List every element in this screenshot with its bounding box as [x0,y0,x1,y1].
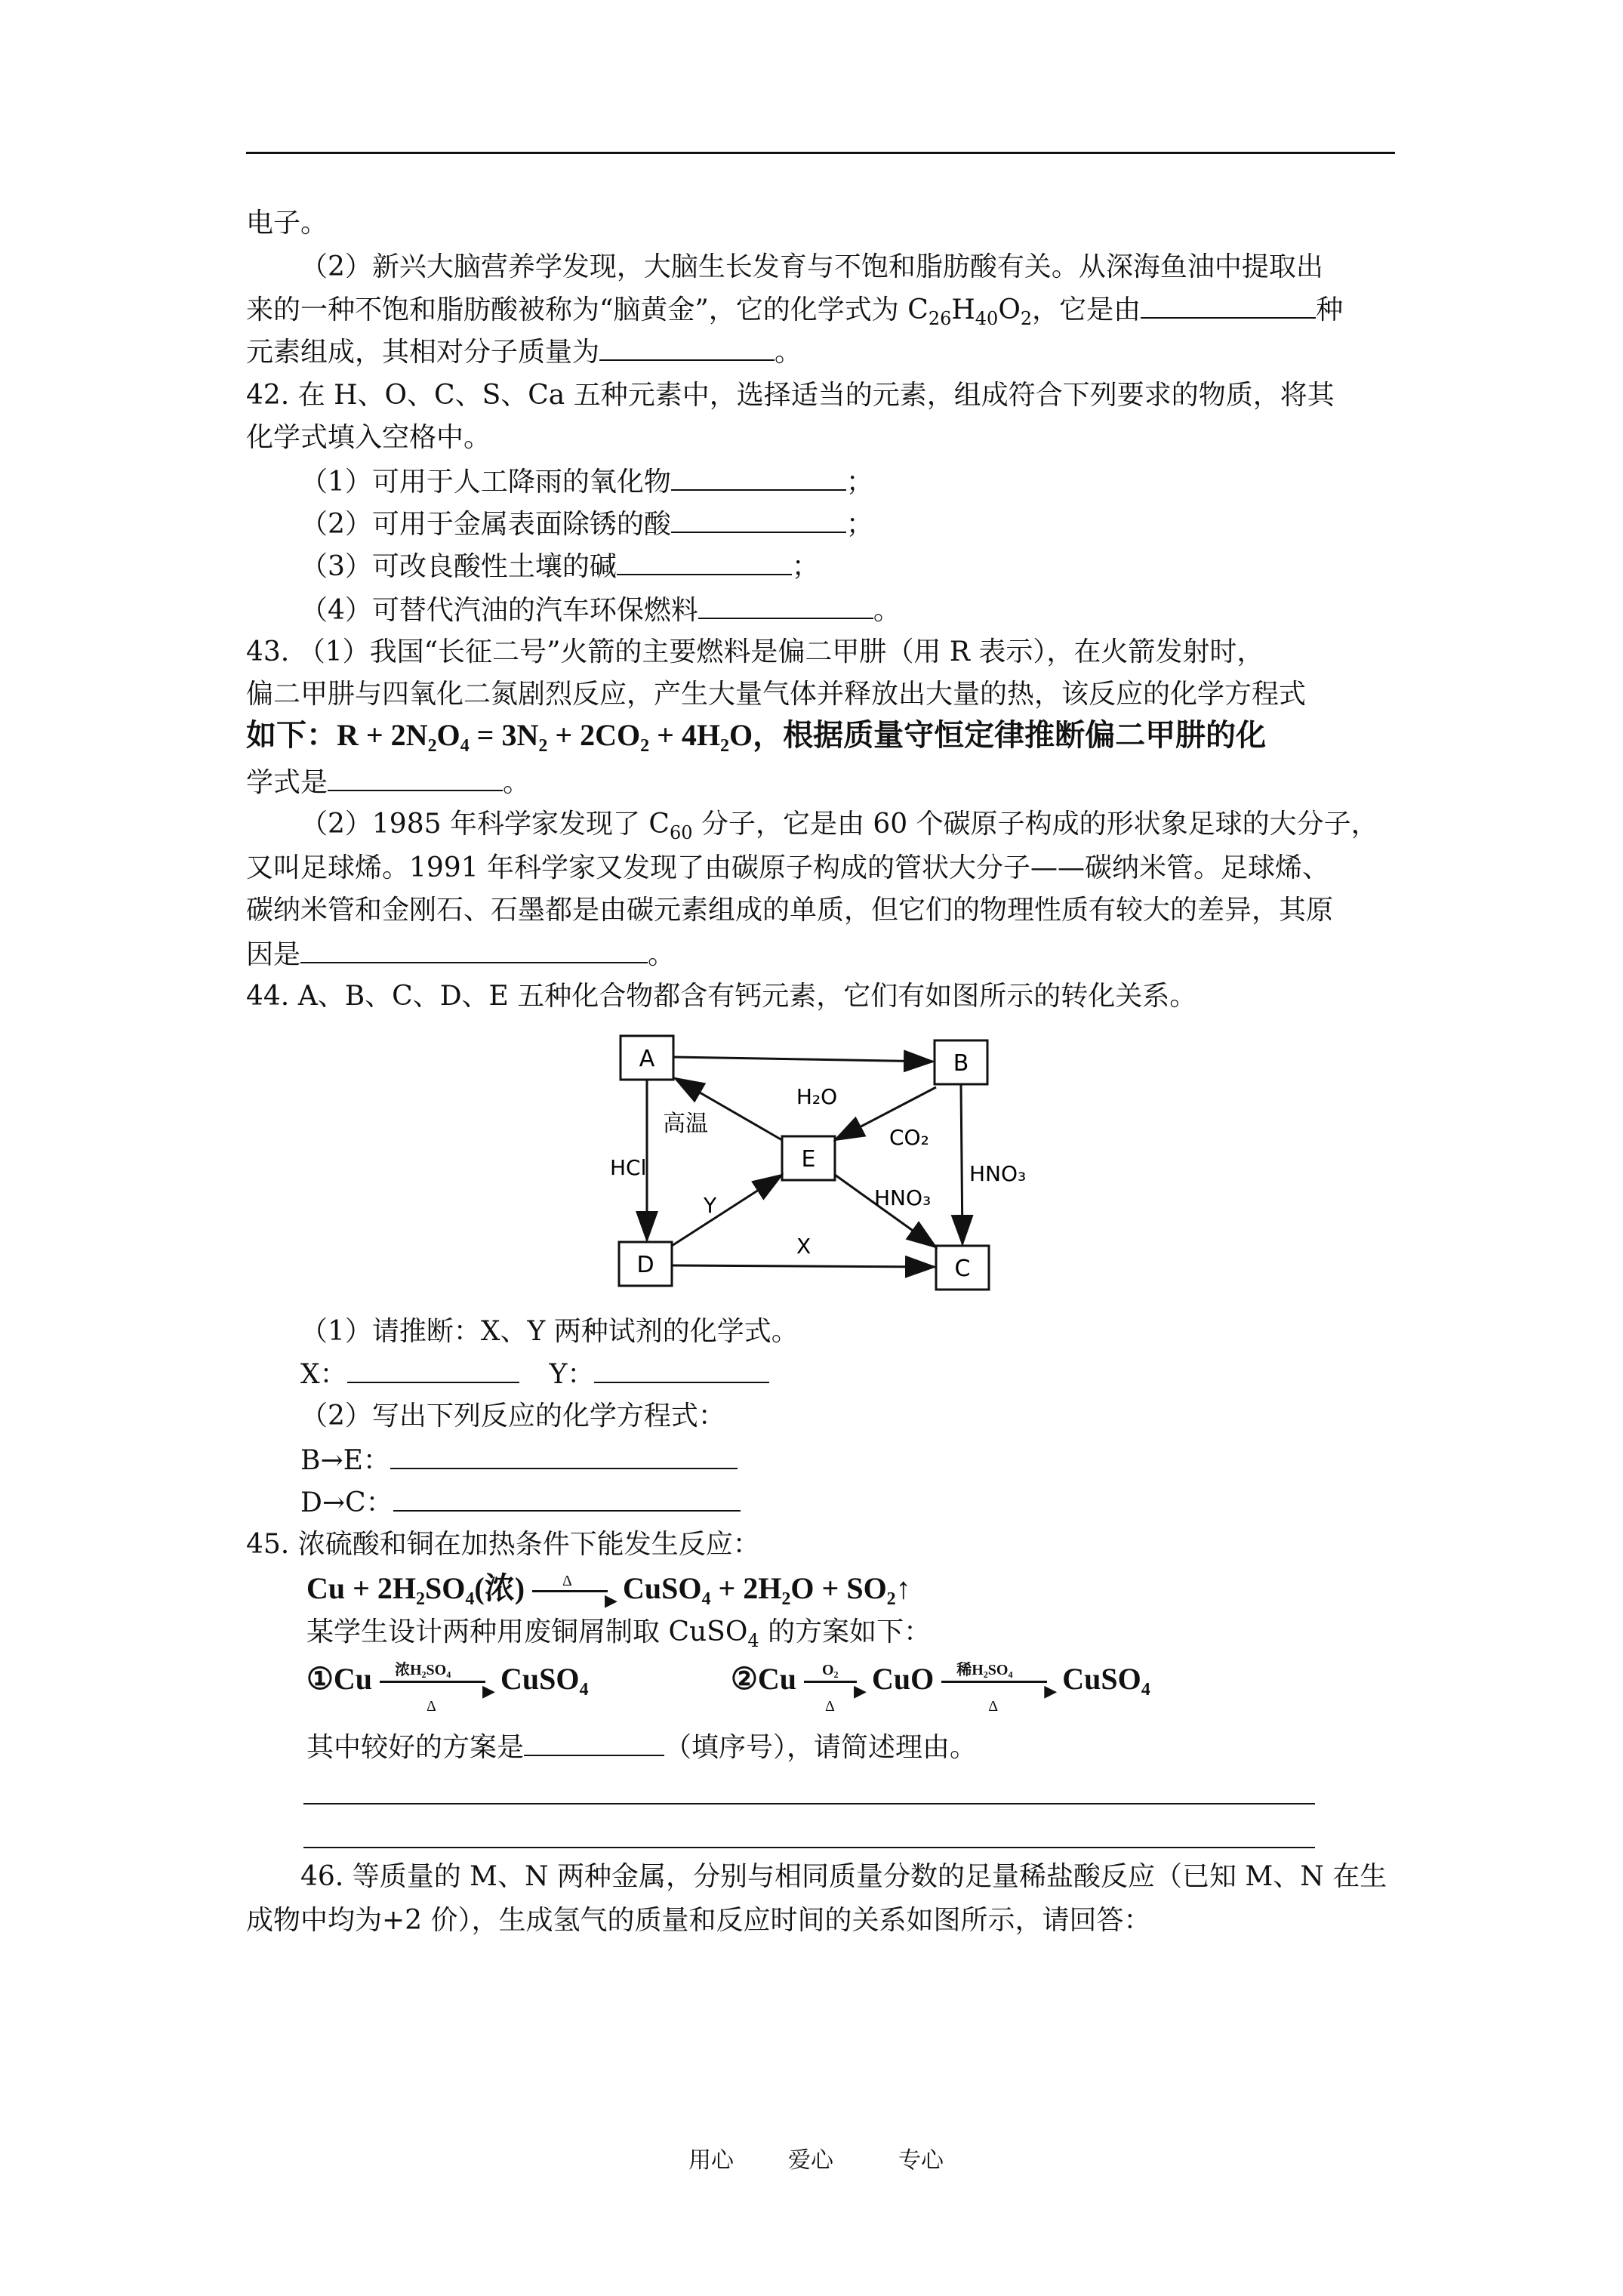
arrow-b-to-c [961,1084,962,1244]
label-e: E [801,1146,816,1173]
header-rule [246,152,1395,154]
label-h2o: H₂O [796,1084,838,1109]
label-a: A [639,1046,655,1072]
text-line: X： Y： [300,1356,769,1393]
text-line: （2）可用于金属表面除锈的酸 ； [300,506,873,543]
question-44: 44. A、B、C、D、E 五种化合物都含有钙元素，它们有如图所示的转化关系。 [246,981,1197,1012]
label-x: X [796,1234,812,1259]
scheme-1: ①Cu 浓H₂SO₄ ▶ Δ CuSO₄ [306,1661,589,1715]
reaction-arrow: Δ ▶ [532,1576,615,1607]
label-d: D [636,1252,654,1278]
text-line: D→C： [300,1484,741,1521]
text-line: （2）写出下列反应的化学方程式： [300,1401,725,1432]
text-line: 因是 。 [246,936,675,973]
text-line: 电子。 [246,208,328,239]
label-b: B [953,1050,969,1077]
conversion-diagram [604,1027,1027,1300]
reaction-arrow: 浓H₂SO₄ ▶ Δ [380,1667,493,1697]
text-line: （1）请推断：X、Y 两种试剂的化学式。 [300,1316,799,1347]
label-c: C [954,1256,971,1282]
text-line: （4）可替代汽油的汽车环保燃料 。 [300,592,901,629]
label-hno3-right: HNO₃ [969,1161,1027,1186]
label-y: Y [704,1193,717,1218]
arrow-d-to-e [672,1175,782,1246]
d-to-c-answer-blank[interactable] [393,1484,741,1512]
text-line: （3）可改良酸性土壤的碱 ； [300,548,819,585]
answer-blank[interactable] [671,464,846,491]
label-gaowen: 高温 [663,1111,708,1137]
label-co2: CO₂ [889,1125,929,1150]
answer-blank[interactable] [671,506,846,533]
text-line: B→E： [300,1442,738,1479]
footer-text-2: 爱心 [788,2147,833,2174]
reaction-arrow: O₂ ▶ Δ [804,1667,864,1697]
question-46: 46. 等质量的 M、N 两种金属，分别与相同质量分数的足量稀盐酸反应（已知 M、N 在生 [300,1861,1387,1892]
reason-answer-line-2[interactable] [303,1847,1315,1848]
answer-blank[interactable] [617,548,792,575]
label-hcl: HCl [610,1155,647,1180]
text-line: （2）1985 年科学家发现了 $C_{60}$ 分子，它是由 60 个碳原子构成的形状象足球的大分子， [300,809,1378,843]
reason-answer-line-1[interactable] [303,1803,1315,1804]
scheme-answer-blank[interactable] [524,1729,664,1756]
arrow-a-to-b [673,1057,933,1062]
reaction-arrow: 稀H₂SO₄ ▶ Δ [941,1667,1055,1697]
x-answer-blank[interactable] [347,1356,519,1383]
text-line: 学式是 。 [246,764,530,801]
text-line: （1）可用于人工降雨的氧化物 ； [300,464,873,501]
answer-blank[interactable] [698,592,873,619]
label-hno3-mid: HNO₃ [874,1185,932,1210]
text-line: 化学式填入空格中。 [246,422,491,453]
question-43: 43. （1）我国“长征二号”火箭的主要燃料是偏二甲肼（用 R 表示），在火箭发射时， [246,636,1264,667]
text-line: 其中较好的方案是 （填序号），请简述理由。 [306,1729,977,1766]
text-line: 成物中均为+2 价），生成氢气的质量和反应时间的关系如图所示，请回答： [246,1905,1151,1936]
text-line: 某学生设计两种用废铜屑制取 CuSO$_4$ 的方案如下： [306,1616,932,1651]
y-answer-blank[interactable] [594,1356,769,1383]
arrow-d-to-c [672,1265,935,1267]
text-line: 偏二甲肼与四氧化二氮剧烈反应，产生大量气体并释放出大量的热，该反应的化学方程式 [246,679,1307,710]
equation-line: Cu + 2H₂SO₄(浓) Δ ▶ CuSO₄ + 2H₂O + SO₂↑ [306,1571,911,1610]
footer-text-3: 专心 [898,2147,944,2174]
answer-blank[interactable] [300,936,648,963]
scheme-2: ②Cu O₂ ▶ Δ CuO 稀H₂SO₄ ▶ Δ CuSO₄ [731,1661,1150,1715]
text-line: 来的一种不饱和脂肪酸被称为“脑黄金”，它的化学式为 $C_{26}H_{40}O_2$，它是由 种 [246,291,1343,337]
text-line: 又叫足球烯。1991 年科学家又发现了由碳原子构成的管状大分子——碳纳米管。足球烯、 [246,852,1330,883]
equation-line: 如下：R + 2N₂O₄ = 3N₂ + 2CO₂ + 4H₂O，根据质量守恒定律推断偏二甲肼的化 [246,718,1267,752]
answer-blank[interactable] [599,334,775,361]
answer-blank[interactable] [328,764,503,791]
question-42: 42. 在 H、O、C、S、Ca 五种元素中，选择适当的元素，组成符合下列要求的物质，将其 [246,380,1335,411]
text-line: 元素组成，其相对分子质量为 。 [246,334,802,371]
text-line: 碳纳米管和金刚石、石墨都是由碳元素组成的单质，但它们的物理性质有较大的差异，其原 [246,895,1334,926]
question-45: 45. 浓硫酸和铜在加热条件下能发生反应： [246,1529,760,1560]
answer-blank[interactable] [1141,291,1316,319]
text-line: （2）新兴大脑营养学发现，大脑生长发育与不饱和脂肪酸有关。从深海鱼油中提取出 [300,251,1323,282]
footer-text-1: 用心 [688,2147,734,2174]
b-to-e-answer-blank[interactable] [390,1442,738,1469]
